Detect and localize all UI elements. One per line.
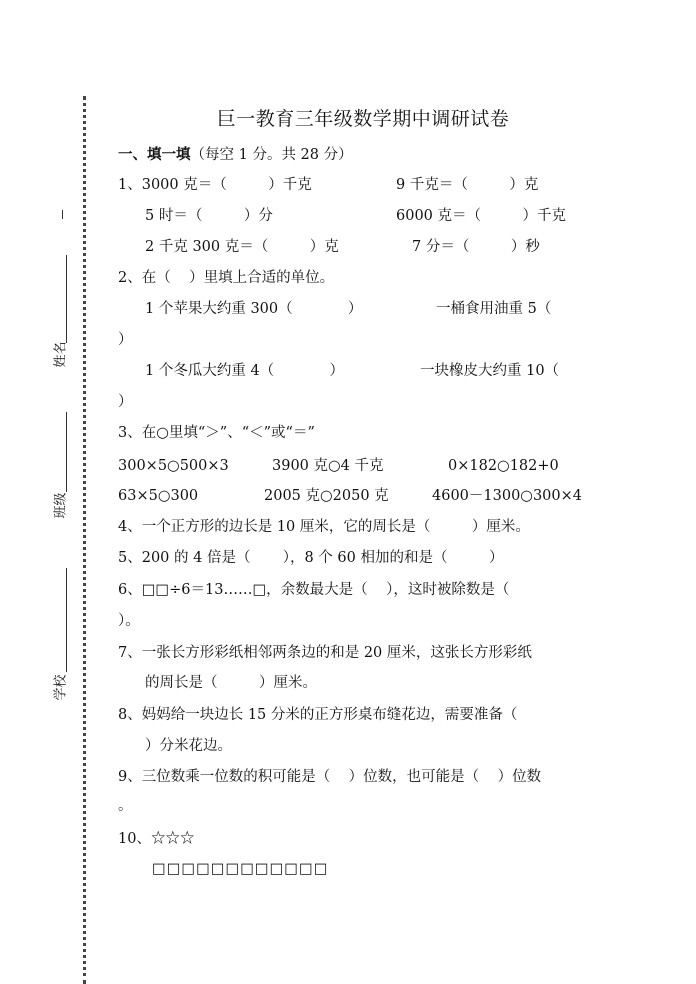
- q9-a: 9、三位数乘一位数的积可能是（ ）位数，也可能是（ ）位数: [118, 769, 542, 785]
- q4: 4、一个正方形的边长是 10 厘米，它的周长是（ ）厘米。: [118, 519, 530, 535]
- q8-b: ）分米花边。: [145, 738, 232, 754]
- q6-b: ）。: [118, 613, 140, 629]
- class-blank-line: [66, 412, 67, 492]
- q8-a: 8、妈妈给一块边长 15 分米的正方形桌布缝花边，需要准备（: [118, 707, 518, 723]
- q9-b: 。: [118, 798, 133, 814]
- q2-b-cont: ）: [118, 332, 133, 348]
- q3-f: 4600－1300○300×4: [432, 488, 583, 504]
- section-heading: [118, 145, 353, 165]
- school-label: 学校: [53, 674, 69, 701]
- q3-e: 2005 克○2050 克: [264, 488, 389, 504]
- section-title: 一、填一填: [118, 146, 191, 163]
- q6-a: 6、□□÷6＝13……□，余数最大是（ ），这时被除数是（: [118, 582, 510, 598]
- q3-a: 300×5○500×3: [118, 458, 229, 474]
- q2-stem: 2、在（ ）里填上合适的单位。: [118, 270, 335, 286]
- q3-b: 3900 克○4 千克: [272, 458, 384, 474]
- q3-c: 0×182○182+0: [448, 458, 559, 474]
- binding-dotted-line: [83, 96, 86, 984]
- q7-a: 7、一张长方形彩纸相邻两条边的和是 20 厘米，这张长方形彩纸: [118, 645, 532, 661]
- q1-d: 6000 克＝（ ）千克: [396, 208, 566, 224]
- class-label: 班级: [53, 492, 69, 519]
- page-title: 巨一教育三年级数学期中调研试卷: [216, 108, 510, 130]
- q1-e: 2 千克 300 克＝（ ）克: [145, 239, 339, 255]
- name-label: 姓名: [53, 341, 69, 368]
- binding-tick: [62, 210, 63, 219]
- q5: 5、200 的 4 倍是（ ），8 个 60 相加的和是（ ）: [118, 550, 504, 566]
- q2-a: 1 个苹果大约重 300（ ）: [145, 301, 363, 317]
- school-blank-line: [66, 568, 67, 672]
- q3-d: 63×5○300: [118, 488, 199, 504]
- q10-squares: □□□□□□□□□□□□: [152, 861, 329, 877]
- q2-b: 一桶食用油重 5（: [436, 301, 552, 317]
- section-note: （每空 1 分。共 28 分）: [190, 147, 353, 163]
- q1-b: 9 千克＝（ ）克: [396, 177, 539, 193]
- q2-d-cont: ）: [118, 394, 133, 410]
- q2-c: 1 个冬瓜大约重 4（ ）: [145, 363, 344, 379]
- q1-a: 1、3000 克＝（ ）千克: [118, 177, 312, 193]
- q3-stem: 3、在○里填“＞”、“＜”或“＝”: [118, 425, 315, 441]
- q1-f: 7 分＝（ ）秒: [412, 239, 540, 255]
- q7-b: 的周长是（ ）厘米。: [145, 675, 317, 691]
- q10-stars: 10、☆☆☆: [118, 831, 195, 847]
- name-blank-line: [66, 255, 67, 343]
- q2-d: 一块橡皮大约重 10（: [420, 363, 560, 379]
- q1-c: 5 时＝（ ）分: [145, 208, 273, 224]
